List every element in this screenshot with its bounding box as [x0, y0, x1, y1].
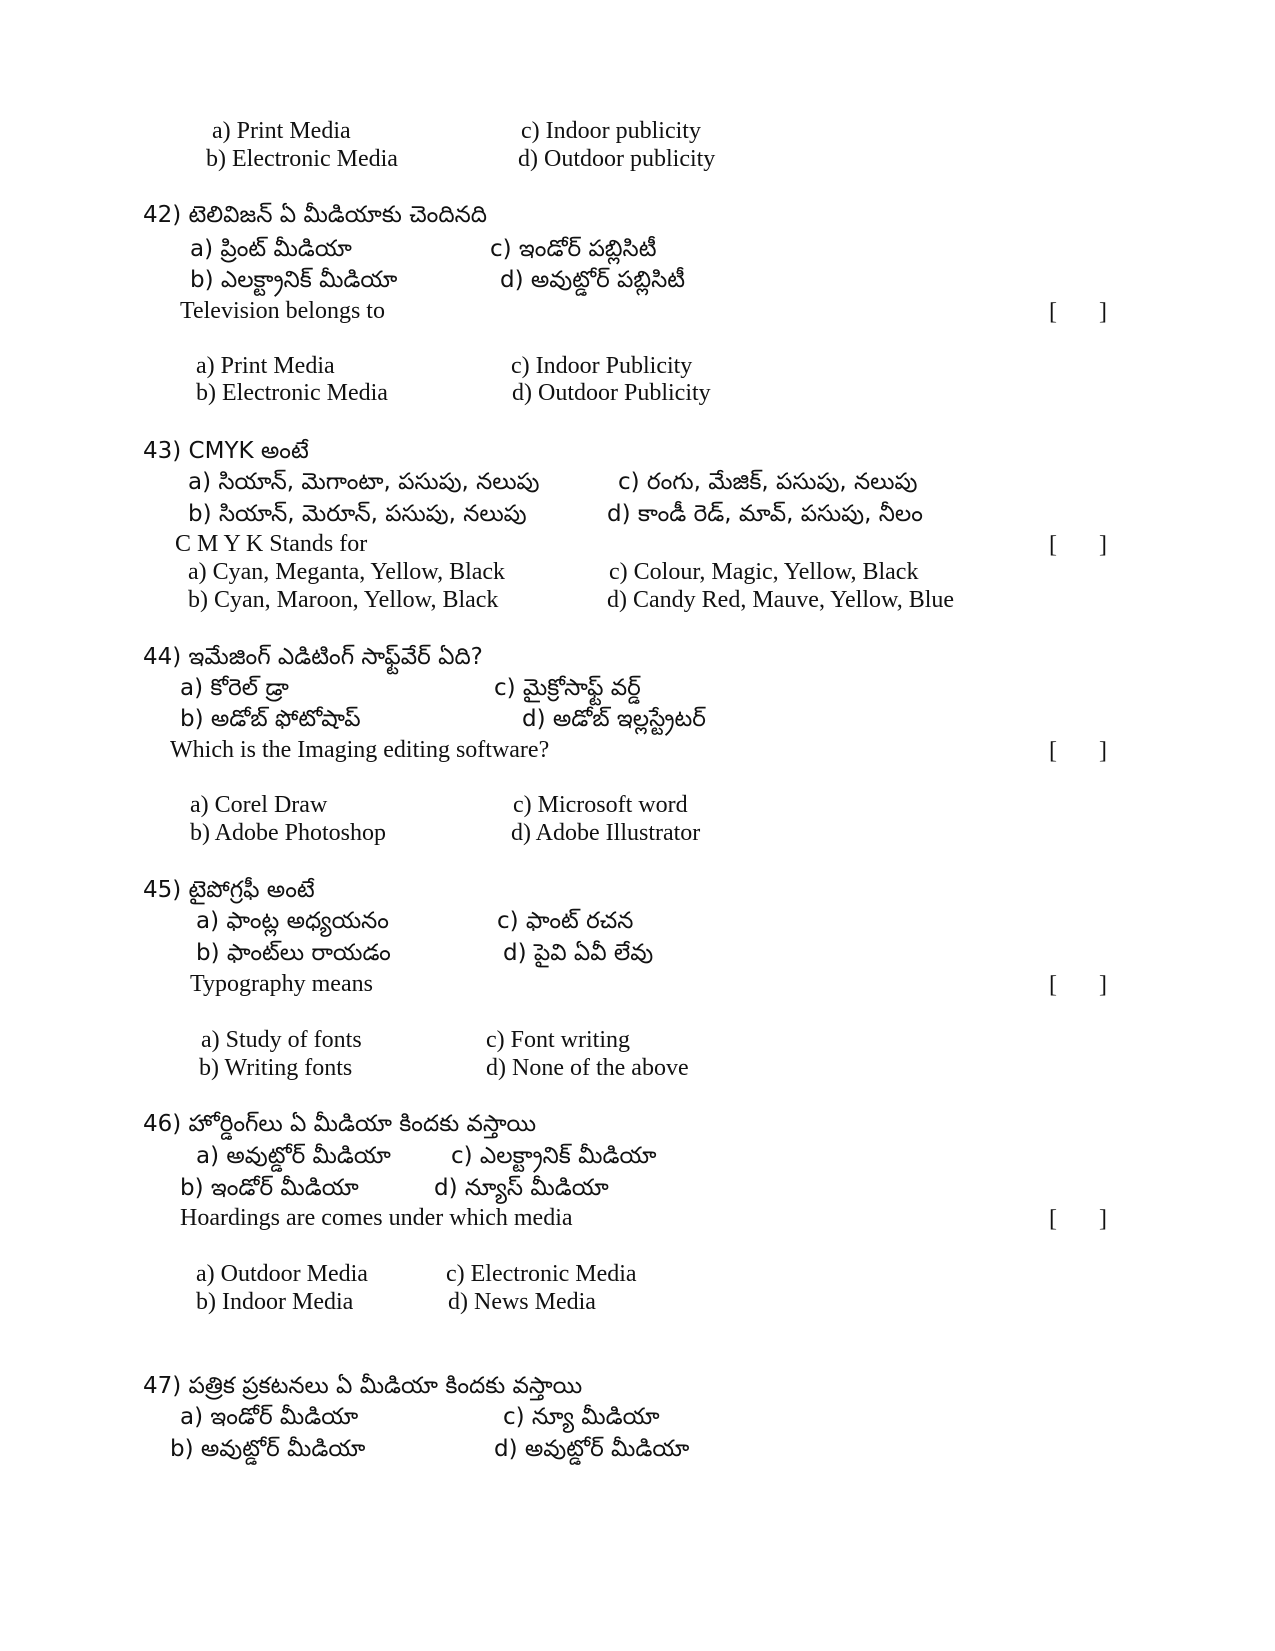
q43-en-option-a: a) Cyan, Meganta, Yellow, Black: [188, 559, 506, 585]
q45-en-option-c: c) Font writing: [486, 1027, 630, 1053]
q42-te-option-a: a) ప్రింట్ మీడియా: [190, 236, 352, 262]
q42-en-option-c: c) Indoor Publicity: [511, 353, 693, 379]
q44-answer-bracket[interactable]: [ ]: [1049, 738, 1107, 764]
q43-answer-bracket[interactable]: [ ]: [1049, 532, 1107, 558]
q43-te-option-d: d) కాండీ రెడ్, మావ్, పసుపు, నీలం: [607, 501, 923, 527]
top-option-b: b) Electronic Media: [206, 146, 398, 172]
q45-telugu-question: 45) టైపోగ్రఫీ అంటే: [143, 877, 315, 903]
q46-en-option-b: b) Indoor Media: [196, 1289, 354, 1315]
q45-te-option-b: b) ఫాంట్‌లు రాయడం: [196, 940, 391, 966]
q42-answer-bracket[interactable]: [ ]: [1049, 299, 1107, 325]
top-option-d: d) Outdoor publicity: [518, 146, 716, 172]
q47-telugu-question: 47) పత్రిక ప్రకటనలు ఏ మీడియా కిందకు వస్తాయి: [143, 1373, 583, 1399]
q47-te-option-d: d) అవుట్డోర్ మీడియా: [494, 1436, 690, 1462]
q45-te-option-c: c) ఫాంట్ రచన: [497, 908, 634, 934]
q46-te-option-c: c) ఎలక్ట్రానిక్ మీడియా: [451, 1143, 657, 1169]
q45-english-question: Typography means: [190, 971, 373, 997]
q46-te-option-b: b) ఇండోర్ మీడియా: [180, 1175, 359, 1201]
q44-en-option-d: d) Adobe Illustrator: [511, 820, 701, 846]
q45-en-option-d: d) None of the above: [486, 1055, 689, 1081]
q43-en-option-c: c) Colour, Magic, Yellow, Black: [609, 559, 919, 585]
q46-te-option-d: d) న్యూస్ మీడియా: [434, 1175, 609, 1201]
q47-te-option-c: c) న్యూ మీడియా: [503, 1404, 660, 1430]
q46-telugu-question: 46) హోర్డింగ్‌లు ఏ మీడియా కిందకు వస్తాయి: [143, 1111, 537, 1137]
q46-english-question: Hoardings are comes under which media: [180, 1205, 573, 1231]
q46-en-option-d: d) News Media: [448, 1289, 596, 1315]
q42-te-option-b: b) ఎలక్ట్రానిక్ మీడియా: [190, 267, 398, 293]
q43-te-option-c: c) రంగు, మేజిక్, పసుపు, నలుపు: [618, 469, 918, 495]
q47-te-option-b: b) అవుట్డోర్ మీడియా: [170, 1436, 366, 1462]
q42-english-question: Television belongs to: [180, 298, 385, 324]
q44-te-option-d: d) అడోబ్ ఇల్లస్ట్రేటర్: [522, 706, 706, 732]
q42-te-option-c: c) ఇండోర్ పబ్లిసిటీ: [490, 236, 657, 262]
q45-te-option-a: a) ఫాంట్ల అధ్యయనం: [196, 908, 389, 934]
q43-en-option-d: d) Candy Red, Mauve, Yellow, Blue: [607, 587, 955, 613]
q46-te-option-a: a) అవుట్డోర్ మీడియా: [196, 1143, 391, 1169]
q45-answer-bracket[interactable]: [ ]: [1049, 972, 1107, 998]
top-option-a: a) Print Media: [212, 118, 351, 144]
q44-en-option-c: c) Microsoft word: [513, 792, 688, 818]
q42-en-option-a: a) Print Media: [196, 353, 335, 379]
q44-te-option-b: b) అడోబ్ ఫోటోషాప్: [180, 706, 361, 732]
q43-telugu-question: 43) CMYK అంటే: [143, 438, 309, 464]
q42-en-option-d: d) Outdoor Publicity: [512, 380, 711, 406]
q42-en-option-b: b) Electronic Media: [196, 380, 388, 406]
q45-te-option-d: d) పైవి ఏవీ లేవు: [503, 940, 654, 966]
q44-english-question: Which is the Imaging editing software?: [170, 737, 550, 763]
q43-te-option-b: b) సియాన్, మెరూన్, పసుపు, నలుపు: [188, 501, 527, 527]
q44-en-option-a: a) Corel Draw: [190, 792, 328, 818]
q45-en-option-b: b) Writing fonts: [199, 1055, 353, 1081]
top-option-c: c) Indoor publicity: [521, 118, 701, 144]
q44-te-option-c: c) మైక్రోసాఫ్ట్ వర్డ్: [494, 675, 641, 701]
q45-en-option-a: a) Study of fonts: [201, 1027, 362, 1053]
q43-te-option-a: a) సియాన్, మెగాంటా, పసుపు, నలుపు: [188, 469, 540, 495]
q42-te-option-d: d) అవుట్డోర్ పబ్లిసిటీ: [500, 267, 686, 293]
q46-answer-bracket[interactable]: [ ]: [1049, 1206, 1107, 1232]
q44-telugu-question: 44) ఇమేజింగ్ ఎడిటింగ్ సాఫ్ట్‌వేర్ ఏది?: [143, 644, 483, 670]
q44-te-option-a: a) కోరెల్ డ్రా: [180, 675, 289, 701]
q44-en-option-b: b) Adobe Photoshop: [190, 820, 387, 846]
q42-telugu-question: 42) టెలివిజన్ ఏ మీడియాకు చెందినది: [143, 202, 487, 228]
q43-en-option-b: b) Cyan, Maroon, Yellow, Black: [188, 587, 499, 613]
q46-en-option-c: c) Electronic Media: [446, 1261, 637, 1287]
q43-english-question: C M Y K Stands for: [175, 531, 368, 557]
q46-en-option-a: a) Outdoor Media: [196, 1261, 368, 1287]
q47-te-option-a: a) ఇండోర్ మీడియా: [180, 1404, 359, 1430]
